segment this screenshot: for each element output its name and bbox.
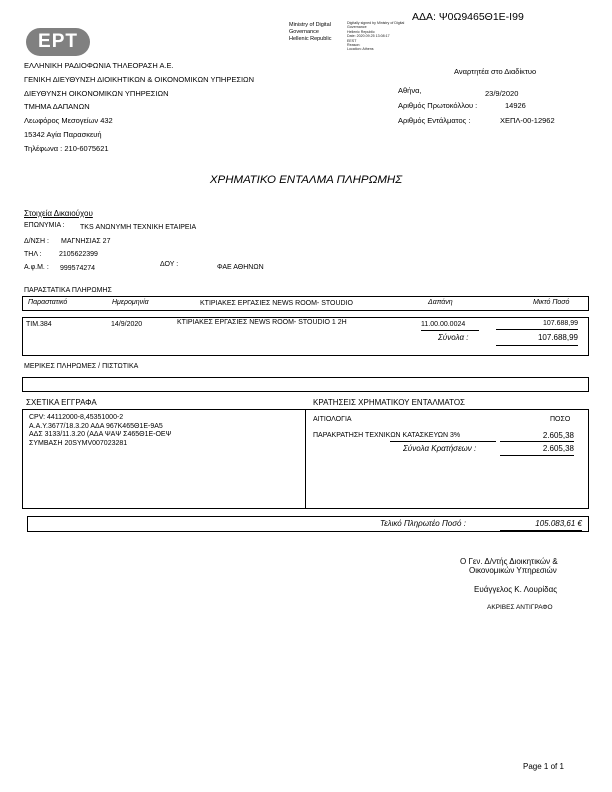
divider <box>421 330 479 331</box>
document-date: 23/9/2020 <box>485 89 519 98</box>
final-amount-label: Τελικό Πληρωτέο Ποσό : <box>380 519 466 528</box>
order-label: Αριθμός Εντάλματος : <box>398 116 471 125</box>
phone-label: ΤΗΛ : <box>24 251 42 258</box>
column-divider <box>305 409 306 509</box>
address-value: ΜΑΓΝΗΣΙΑΣ 27 <box>61 238 111 245</box>
table-cell-doc: ΤΙΜ.384 <box>26 321 52 328</box>
partial-payments-heading: ΜΕΡΙΚΕΣ ΠΛΗΡΩΜΕΣ / ΠΙΣΤΩΤΙΚΑ <box>24 363 139 370</box>
deduction-item-value: 2.605,38 <box>542 431 574 440</box>
related-doc-line: ΑΔΣ 3133/11.3.20 (ΑΔΑ ΨΑΨ Σ465Θ1Ε-ΟΕΨ <box>29 431 172 438</box>
final-amount-value: 105.083,61 € <box>535 519 582 528</box>
page-number: Page 1 of 1 <box>523 762 564 771</box>
divider <box>500 455 574 456</box>
ert-logo: ΕΡΤ <box>26 28 90 56</box>
org-line: ΤΜΗΜΑ ΔΑΠΑΝΩΝ <box>24 102 90 112</box>
column-header: ΚΤΙΡΙΑΚΕΣ ΕΡΓΑΣΙΕΣ NEWS ROOM- STOUDIO <box>200 300 353 307</box>
true-copy-note: ΑΚΡΙΒΕΣ ΑΝΤΙΓΡΑΦΟ <box>487 604 553 611</box>
afm-label: Α.φ.Μ. : <box>24 264 49 271</box>
table-cell-expense: 11.00.00.0024 <box>421 321 466 328</box>
related-doc-line: ΣΥΜΒΑΣΗ 20SYMV007023281 <box>29 439 128 447</box>
divider <box>496 345 578 346</box>
payment-total-label: Σύνολα : <box>438 333 469 342</box>
divider <box>500 441 574 442</box>
related-docs-list <box>29 414 171 448</box>
protocol-label: Αριθμός Πρωτοκόλλου : <box>398 101 478 110</box>
ada-number: ΑΔΑ: Ψ0Ω9465Θ1Ε-Ι99 <box>412 11 524 23</box>
org-line: Λεωφόρος Μεσογείων 432 <box>24 116 113 126</box>
table-cell-date: 14/9/2020 <box>111 321 143 328</box>
doy-value: ΦΑΕ ΑΘΗΝΩΝ <box>217 264 264 271</box>
signatory-title-line2: Οικονομικών Υπηρεσιών <box>469 566 557 575</box>
name-value: TKS ΑΝΩΝΥΜΗ ΤΕΧΝΙΚΗ ΕΤΑΙΡΕΙΑ <box>80 224 197 231</box>
digital-signature-details: Digitally signed by Ministry of Digital Governance Hellenic Republic Date: 2020.09.25 13:08:17 EEST Reason: Location: Athens <box>347 21 405 52</box>
payment-docs-heading: ΠΑΡΑΣΤΑΤΙΚΑ ΠΛΗΡΩΜΗΣ <box>24 287 112 294</box>
beneficiary-heading: Στοιχεία Δικαιούχου <box>24 209 93 218</box>
signatory-name: Ευάγγελος Κ. Λουρίδας <box>474 585 558 594</box>
doy-label: ΔΟΥ : <box>160 261 179 268</box>
deductions-heading: ΚΡΑΤΗΣΕΙΣ ΧΡΗΜΑΤΙΚΟΥ ΕΝΤΑΛΜΑΤΟΣ <box>313 398 465 407</box>
signatory-title-line1: Ο Γεν. Δ/ντής Διοικητικών & <box>460 557 558 566</box>
org-line: 15342 Αγία Παρασκευή <box>24 129 102 139</box>
column-header: Δαπάνη <box>428 299 453 306</box>
divider <box>496 329 578 330</box>
place-label: Αθήνα, <box>398 86 422 95</box>
protocol-number: 14926 <box>505 101 526 110</box>
digital-signature-stamp: Ministry of Digital Governance Hellenic Republic <box>289 22 332 42</box>
org-line: ΕΛΛΗΝΙΚΗ ΡΑΔΙΟΦΩΝΙΑ ΤΗΛΕΟΡΑΣΗ Α.Ε. <box>24 61 174 70</box>
org-line: ΓΕΝΙΚΗ ΔΙΕΥΘΥΝΣΗ ΔΙΟΙΚΗΤΙΚΩΝ & ΟΙΚΟΝΟΜΙΚΩΝ ΥΠΗΡΕΣΙΩΝ <box>24 74 255 84</box>
address-label: Δ/ΝΣΗ : <box>24 238 49 245</box>
column-header: Μικτό Ποσό <box>533 299 570 306</box>
name-label: ΕΠΩΝΥΜΙΑ : <box>24 222 65 229</box>
divider <box>390 441 496 442</box>
phone-value: 2105622399 <box>59 251 98 258</box>
order-number: ΧΕΠΛ-00-12962 <box>500 116 555 125</box>
deduction-item-label: ΠΑΡΑΚΡΑΤΗΣΗ ΤΕΧΝΙΚΩΝ ΚΑΤΑΣΚΕΥΩΝ 3% <box>313 432 461 439</box>
deduction-amount-header: ΠΟΣΟ <box>550 416 571 423</box>
partial-payments-box <box>22 377 589 392</box>
payment-total-value: 107.688,99 <box>537 333 578 342</box>
org-line: ΔΙΕΥΘΥΝΣΗ ΟΙΚΟΝΟΜΙΚΩΝ ΥΠΗΡΕΣΙΩΝ <box>24 88 169 98</box>
deductions-total-label: Σύνολα Κρατήσεων : <box>403 444 477 453</box>
org-line: Τηλέφωνα : 210-6075621 <box>24 143 109 153</box>
posting-note: Αναρτητέα στο Διαδίκτυο <box>454 67 537 76</box>
related-docs-heading: ΣΧΕΤΙΚΑ ΕΓΓΡΑΦΑ <box>26 398 97 407</box>
organization-block <box>24 59 254 156</box>
divider <box>500 530 582 531</box>
related-doc-line: CPV: 44112000-8,45351000-2 <box>29 414 124 421</box>
related-doc-line: Α.Α.Υ.3677/18.3.20 ΑΔΑ 967Κ465Θ1Ε-9Α5 <box>29 422 163 430</box>
document-title: ΧΡΗΜΑΤΙΚΟ ΕΝΤΑΛΜΑ ΠΛΗΡΩΜΗΣ <box>209 174 403 186</box>
table-cell-description: ΚΤΙΡΙΑΚΕΣ ΕΡΓΑΣΙΕΣ NEWS ROOM- STOUDIO 1 2Η <box>177 319 347 326</box>
column-header: Ημερομηνία <box>112 299 149 306</box>
deduction-reason-header: ΑΙΤΙΟΛΟΓΙΑ <box>313 416 352 423</box>
afm-value: 999574274 <box>60 265 96 272</box>
table-cell-amount: 107.688,99 <box>542 320 578 327</box>
column-header: Παραστατικό <box>28 299 68 306</box>
deductions-total-value: 2.605,38 <box>542 444 574 453</box>
